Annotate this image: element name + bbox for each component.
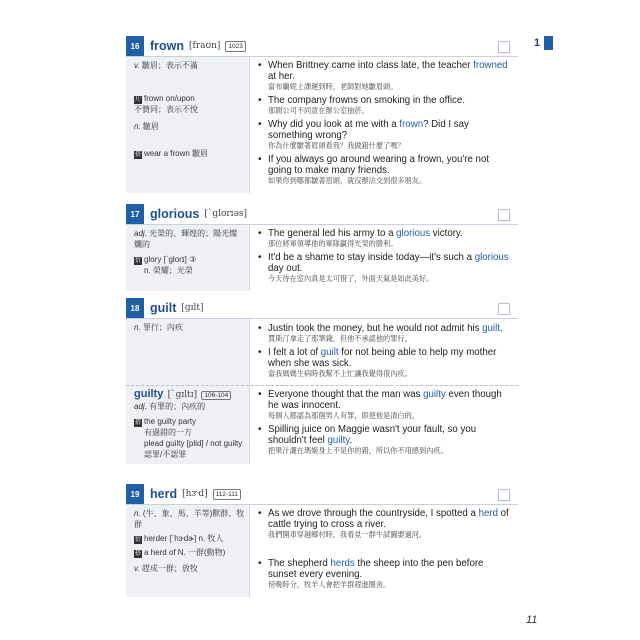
phonetic: [fraʊn] xyxy=(189,41,221,51)
review-checkbox[interactable] xyxy=(498,41,510,53)
headword: glorious xyxy=(150,207,200,221)
derivative-icon: 衍 xyxy=(134,258,141,264)
entry-card-frown xyxy=(126,36,518,193)
derivative: 衍 glory [ˋglorɪ] ③ xyxy=(134,255,197,264)
definition: v. 皺眉；表示不滿 xyxy=(134,61,198,70)
definition: n. 皺眉 xyxy=(134,122,159,131)
headword: guilt xyxy=(150,301,177,315)
review-checkbox[interactable] xyxy=(498,303,510,315)
phonetic: [ˋglorɪəs] xyxy=(204,209,248,219)
definition: n. (牛、象、馬、羊等)獸群、牧群 xyxy=(134,509,245,529)
sub-examples-column xyxy=(250,386,518,464)
example: • The company frowns on smoking in the office. 那間公司不同意在辦公室抽菸。 xyxy=(258,95,512,116)
example: • Everyone thought that the man was guilty even though he was innocent. 每個人都認為那個男人有罪，即使他是清白的。 xyxy=(258,389,512,421)
level-tag: 1023 xyxy=(225,41,245,52)
collocation-meaning: 有過錯的一方 xyxy=(144,428,192,437)
definition-column xyxy=(126,57,250,193)
collocation: 搭 a herd of N. 一群(動物) xyxy=(134,548,226,557)
entry-header xyxy=(126,298,518,319)
phrase-meaning: 不贊同；表示不悅 xyxy=(134,105,198,114)
derivative-meaning: n. 榮耀；光榮 xyxy=(144,266,193,275)
sub-definition-column xyxy=(126,386,250,464)
level-tag: 106-104 xyxy=(201,391,231,400)
entry-number: 16 xyxy=(126,36,144,56)
collocation: 搭 the guilty party xyxy=(134,417,197,426)
derivative: 衍 herder [ˋhɝdɚ] n. 牧人 xyxy=(134,534,224,543)
chapter-bar xyxy=(544,36,553,50)
collocation: plead guilty [plid] / not guilty 認罪/不認罪 xyxy=(144,439,243,459)
definition-column xyxy=(126,319,250,385)
entry-number: 17 xyxy=(126,204,144,224)
definition: n. 罪行；內疚 xyxy=(134,323,183,332)
chapter-badge xyxy=(534,36,553,50)
collocation-icon: 搭 xyxy=(134,152,141,158)
examples-column xyxy=(250,225,518,291)
derivative-icon: 衍 xyxy=(134,537,141,543)
examples-column xyxy=(250,57,518,193)
entry-card-guilt xyxy=(126,298,518,464)
example: • The general led his army to a glorious victory. 那位將軍領導他的軍隊贏得光榮的勝利。 xyxy=(258,228,512,249)
entry-header xyxy=(126,204,518,225)
chapter-number: 1 xyxy=(534,37,541,49)
entry-number: 18 xyxy=(126,298,144,318)
review-checkbox[interactable] xyxy=(498,209,510,221)
entry-card-glorious xyxy=(126,204,518,291)
example: • It'd be a shame to stay inside today—it's such a glorious day out. 今天待在室內真是太可惜了，外面天氣是如此美好。 xyxy=(258,252,512,284)
example: • If you always go around wearing a frown, you're not going to make many friends. 如果你到哪都皺著眉頭，就沒辦法交到很多朋友。 xyxy=(258,154,512,186)
definition-column xyxy=(126,505,250,597)
review-checkbox[interactable] xyxy=(498,489,510,501)
definition: adj. 光榮的、輝煌的；陽光燦爛的 xyxy=(134,229,238,249)
level-tag: 112-111 xyxy=(213,489,241,500)
page-number: 11 xyxy=(526,614,538,626)
example: • Justin took the money, but he would not admit his guilt. 賈斯汀拿走了那筆錢，但他不承認他的罪行。 xyxy=(258,323,512,344)
collocation-icon: 搭 xyxy=(134,420,141,426)
examples-column xyxy=(250,505,518,597)
entry-number: 19 xyxy=(126,484,144,504)
phonetic: [gɪlt] xyxy=(181,303,204,313)
entry-header xyxy=(126,484,518,505)
collocation-icon: 搭 xyxy=(134,551,141,557)
example: • As we drove through the countryside, I spotted a herd of cattle trying to cross a river. 我們開車穿越鄉村時，我看見一群牛試圖要過河。 xyxy=(258,508,512,540)
entry-header xyxy=(126,36,518,57)
phrase: 片 frown on/upon xyxy=(134,94,195,103)
definition: v. 趕成一群；放牧 xyxy=(134,564,198,573)
example: • The shepherd herds the sheep into the pen before sunset every evening. 傍晚時分，牧羊人會把羊群趕進圈舍。 xyxy=(258,558,512,590)
phonetic: [ˋgɪltɪ] xyxy=(167,390,198,400)
phrase-icon: 片 xyxy=(134,97,141,103)
phonetic: [hɝd] xyxy=(182,489,208,499)
example: • Spilling juice on Maggie wasn't your fault, so you shouldn't feel guilty. 把果汁灑在瑪姬身上不是你的錯，所以你不用感到內疚。 xyxy=(258,424,512,456)
entry-card-herd xyxy=(126,484,518,597)
example: • Why did you look at me with a frown? Did I say something wrong? 你為什麼皺著眉頭看我？我做錯什麼了嗎？ xyxy=(258,119,512,151)
example: • I felt a lot of guilt for not being able to help my mother when she was sick. 當我媽媽生病時我幫不上忙讓我覺得很內疚。 xyxy=(258,347,512,379)
definition-column xyxy=(126,225,250,291)
examples-column xyxy=(250,319,518,385)
sub-headword-row xyxy=(134,389,245,401)
example: • When Brittney came into class late, the teacher frowned at her. 當布蘭妮上課遲到時，老師對她皺眉頭。 xyxy=(258,60,512,92)
collocation: 搭 wear a frown 皺眉 xyxy=(134,149,209,158)
headword: herd xyxy=(150,487,178,501)
sub-headword: guilty xyxy=(134,388,164,400)
definition: adj. 有罪的；內疚的 xyxy=(134,402,206,411)
headword: frown xyxy=(150,39,185,53)
